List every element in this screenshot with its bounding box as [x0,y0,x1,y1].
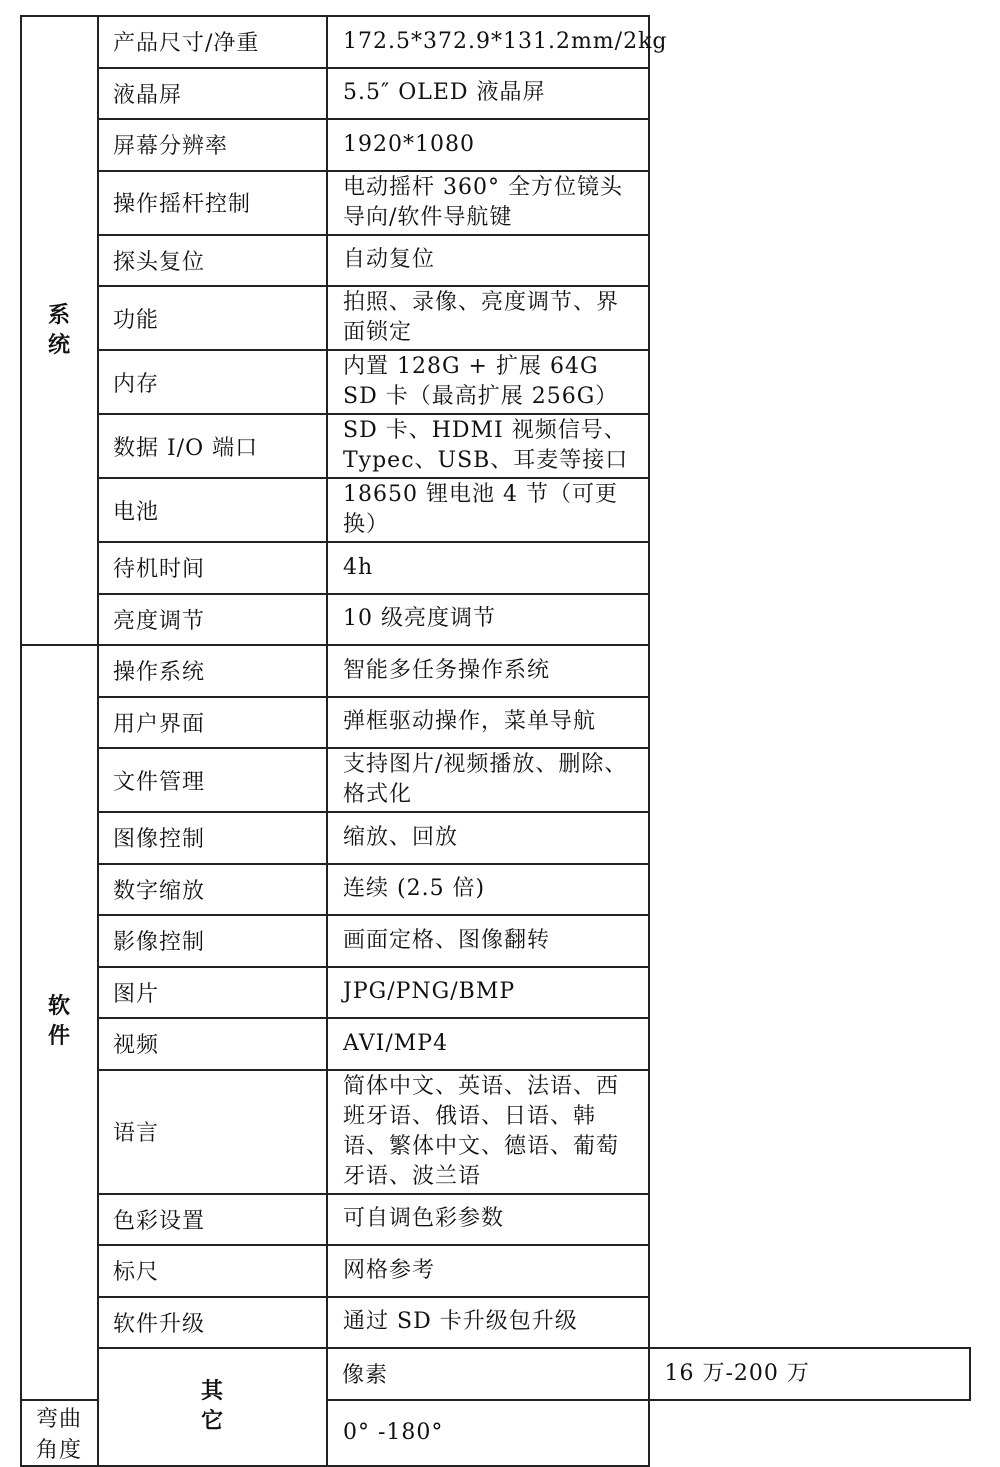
row-label: 探头复位 [98,235,327,287]
row-label: 图像控制 [98,812,327,864]
row-label: 操作摇杆控制 [98,171,327,235]
row-value: 自动复位 [327,235,649,287]
row-value: 缩放、回放 [327,812,649,864]
table-row [21,478,970,542]
table-row [21,542,970,594]
row-value: 内置 128G + 扩展 64G SD 卡（最高扩展 256G） [327,350,649,414]
row-label: 色彩设置 [98,1194,327,1246]
row-value: 网格参考 [327,1245,649,1297]
table-row [21,645,970,697]
row-value: 通过 SD 卡升级包升级 [327,1297,649,1349]
row-label: 亮度调节 [98,594,327,646]
row-label: 影像控制 [98,915,327,967]
row-value: 简体中文、英语、法语、西班牙语、俄语、日语、韩语、繁体中文、德语、葡萄牙语、波兰语 [327,1070,649,1194]
row-label: 屏幕分辨率 [98,119,327,171]
table-row [21,1245,970,1297]
row-label: 语言 [98,1070,327,1194]
table-row [21,697,970,749]
table-row [21,1018,970,1070]
row-value: 18650 锂电池 4 节（可更换） [327,478,649,542]
row-label: 软件升级 [98,1297,327,1349]
row-value: 5.5″ OLED 液晶屏 [327,68,649,120]
category-cell-other [98,1348,327,1466]
row-value: 支持图片/视频播放、删除、格式化 [327,748,649,812]
row-value: 画面定格、图像翻转 [327,915,649,967]
row-label: 待机时间 [98,542,327,594]
table-row [21,350,970,414]
category-cell-software [21,645,98,1400]
category-label: 系统 [47,302,71,358]
row-value: JPG/PNG/BMP [327,967,649,1019]
row-value: 弹框驱动操作，菜单导航 [327,697,649,749]
row-label: 操作系统 [98,645,327,697]
row-value: 连续 (2.5 倍) [327,864,649,916]
table-row [21,864,970,916]
row-value: 172.5*372.9*131.2mm/2kg [327,16,649,68]
row-value: 1920*1080 [327,119,649,171]
row-label: 标尺 [98,1245,327,1297]
table-row [21,748,970,812]
table-row [21,812,970,864]
table-row [21,68,970,120]
table-row [21,594,970,646]
row-value: 智能多任务操作系统 [327,645,649,697]
row-value: 拍照、录像、亮度调节、界面锁定 [327,286,649,350]
row-label: 液晶屏 [98,68,327,120]
row-label: 数字缩放 [98,864,327,916]
table-row [21,1348,970,1400]
row-value: SD 卡、HDMI 视频信号、Typec、USB、耳麦等接口 [327,414,649,478]
table-row [21,1194,970,1246]
row-value: 16 万-200 万 [649,1348,971,1400]
row-label: 电池 [98,478,327,542]
row-label: 图片 [98,967,327,1019]
row-value: 可自调色彩参数 [327,1194,649,1246]
row-label: 用户界面 [98,697,327,749]
table-row [21,915,970,967]
table-row [21,1070,970,1194]
row-value: 4h [327,542,649,594]
row-label: 像素 [327,1348,649,1400]
category-cell-system [21,16,98,645]
row-value: 10 级亮度调节 [327,594,649,646]
row-label: 功能 [98,286,327,350]
row-label: 文件管理 [98,748,327,812]
row-label: 弯曲角度 [21,1400,98,1466]
table-row [21,1297,970,1349]
category-label: 其它 [200,1378,224,1434]
category-label: 软件 [47,994,71,1050]
row-label: 内存 [98,350,327,414]
spec-table [20,15,971,1467]
table-row [21,119,970,171]
row-value: AVI/MP4 [327,1018,649,1070]
table-row [21,286,970,350]
row-value: 0° -180° [327,1400,649,1466]
row-label: 产品尺寸/净重 [98,16,327,68]
table-row [21,171,970,235]
table-row [21,414,970,478]
table-row [21,235,970,287]
table-row [21,967,970,1019]
row-value: 电动摇杆 360° 全方位镜头导向/软件导航键 [327,171,649,235]
row-label: 视频 [98,1018,327,1070]
row-label: 数据 I/O 端口 [98,414,327,478]
table-row [21,16,970,68]
